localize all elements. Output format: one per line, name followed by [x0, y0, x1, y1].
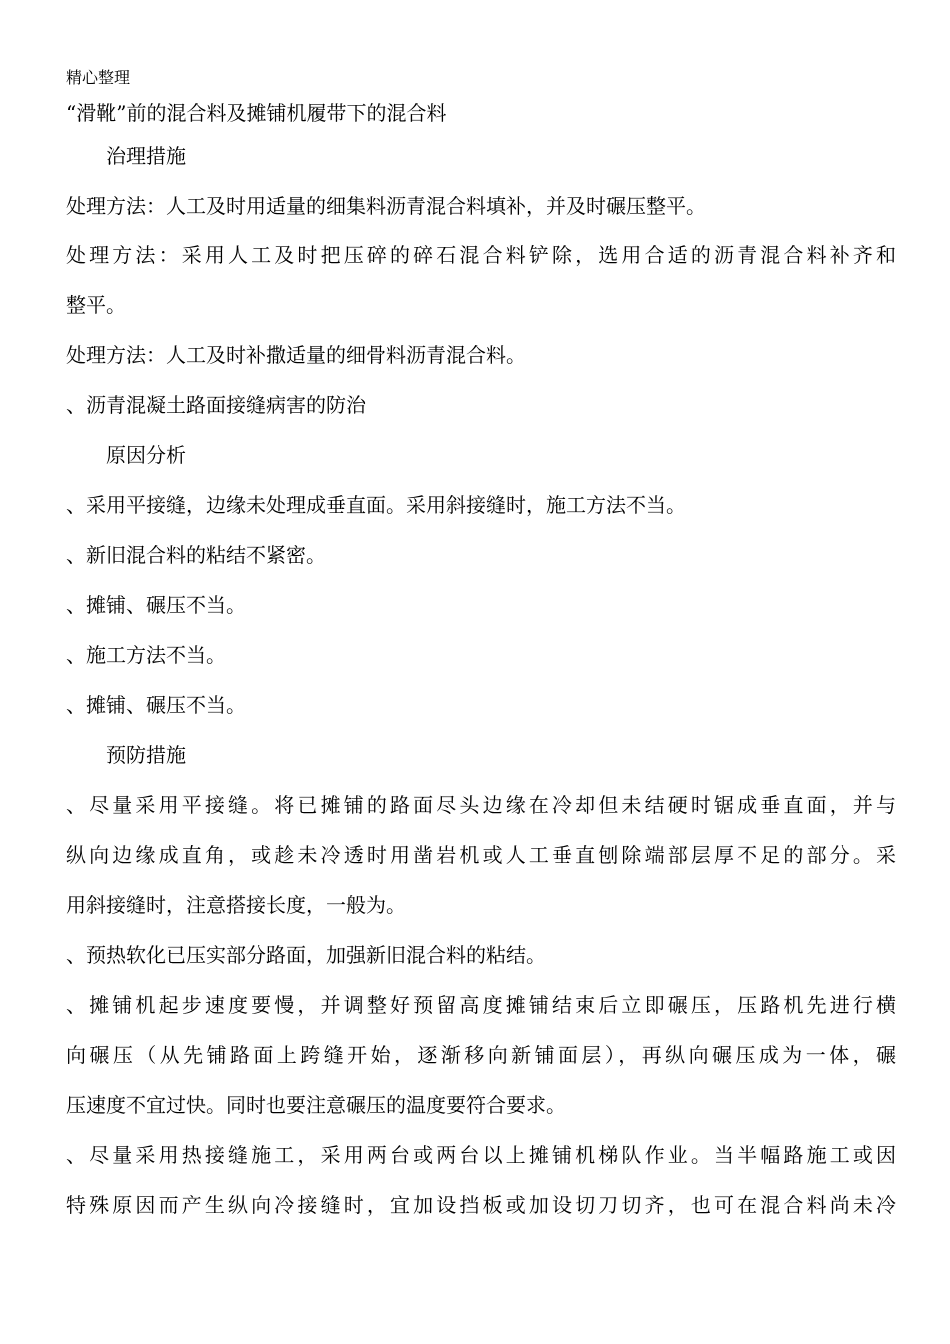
paragraph-line: 纵向边缘成直角，或趁未冷透时用凿岩机或人工垂直刨除端部层厚不足的部分。采	[66, 843, 896, 867]
list-item: 、摊铺、碾压不当。	[66, 593, 246, 617]
paragraph-line: 向碾压（从先铺路面上跨缝开始，逐渐移向新铺面层），再纵向碾压成为一体，碾	[66, 1043, 896, 1067]
section-heading-cause-analysis: 原因分析	[106, 443, 186, 467]
paragraph-line: 压速度不宜过快。同时也要注意碾压的温度要符合要求。	[66, 1093, 566, 1117]
paragraph-line: 整平。	[66, 293, 126, 317]
list-item: 、施工方法不当。	[66, 643, 226, 667]
list-item: 、采用平接缝，边缘未处理成垂直面。采用斜接缝时，施工方法不当。	[66, 493, 686, 517]
paragraph-line: 用斜接缝时，注意搭接长度，一般为。	[66, 893, 406, 917]
paragraph-line: 处理方法：采用人工及时把压碎的碎石混合料铲除，选用合适的沥青混合料补齐和	[66, 243, 896, 267]
list-item: 、尽量采用平接缝。将已摊铺的路面尽头边缘在冷却但未结硬时锯成垂直面，并与	[66, 793, 896, 817]
section-heading-prevention: 预防措施	[106, 743, 186, 767]
list-item: 、尽量采用热接缝施工，采用两台或两台以上摊铺机梯队作业。当半幅路施工或因	[66, 1143, 896, 1167]
page-header: 精心整理	[66, 68, 131, 87]
list-item: 、预热软化已压实部分路面，加强新旧混合料的粘结。	[66, 943, 546, 967]
paragraph-line: 特殊原因而产生纵向冷接缝时，宜加设挡板或加设切刀切齐，也可在混合料尚未冷	[66, 1193, 896, 1217]
list-item: 、摊铺、碾压不当。	[66, 693, 246, 717]
section-heading-treatment: 治理措施	[106, 144, 186, 168]
list-item: 、摊铺机起步速度要慢，并调整好预留高度摊铺结束后立即碾压，压路机先进行横	[66, 993, 896, 1017]
list-item: 、新旧混合料的粘结不紧密。	[66, 543, 326, 567]
paragraph-line: 处理方法：人工及时补撒适量的细骨料沥青混合料。	[66, 343, 526, 367]
paragraph-line: 处理方法：人工及时用适量的细集料沥青混合料填补，并及时碾压整平。	[66, 194, 706, 218]
section-heading-joint-defects: 、沥青混凝土路面接缝病害的防治	[66, 393, 366, 417]
heading-line: “滑靴”前的混合料及摊铺机履带下的混合料	[66, 101, 447, 125]
